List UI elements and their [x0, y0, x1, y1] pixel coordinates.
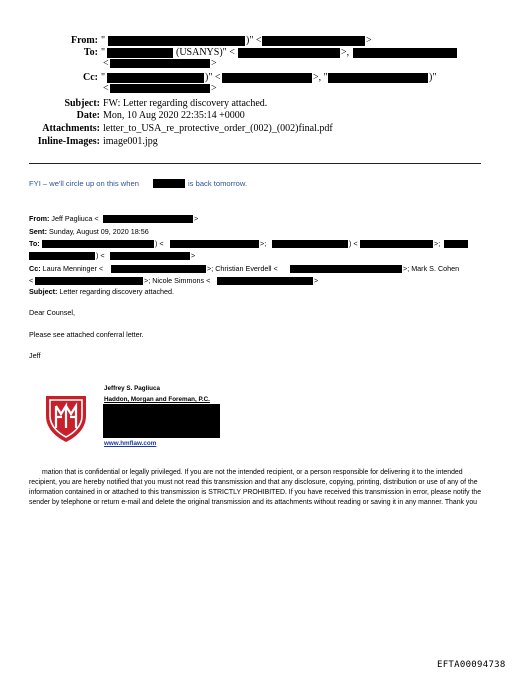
signature-name: Jeffrey S. Pagliuca: [104, 385, 160, 392]
from-label: From:: [70, 35, 98, 46]
redaction-block: [353, 48, 457, 58]
fwd-sent-label: Sent:: [29, 227, 47, 236]
redaction-block: [110, 252, 190, 260]
cc-line2-open: <: [103, 83, 109, 94]
cc-end: )": [429, 72, 437, 83]
to-line2-close: >: [211, 58, 217, 69]
confidentiality-disclaimer: mation that is confidential or legally privileged. If you are not the intended recipient, or a person responsible for delivering it to the intended recipient, you are hereby notified that you must not read this transmission and that any disclosure, copying, printing, distribution or use of any of the information contained in or attached to this transmission is STRICTLY PROHIBITED. If you have received this transmission in error, please notify the sender by telephone or return e-mail and delete the original transmission and its attachments without reading or saving it in any manner. Thank you: [29, 469, 482, 506]
redaction-block: [272, 240, 348, 248]
redaction-block: [108, 36, 245, 46]
fwd-to-frag4: >;: [434, 239, 441, 248]
redaction-block: [328, 73, 428, 83]
fwd-cc-name1: Laura Menninger <: [42, 264, 104, 273]
fyi-line: [29, 179, 139, 188]
fwd-subject-label: Subject:: [29, 287, 58, 296]
fwd-to-frag1: ) <: [155, 239, 164, 248]
fwd-from-name: Jeff Pagliuca <: [51, 214, 99, 223]
redaction-block: [103, 404, 220, 438]
redaction-block: [110, 84, 210, 93]
fwd-cc-label: Cc:: [29, 264, 41, 273]
fwd-cc-l2-frag: >; Nicole Simmons <: [144, 276, 211, 285]
firm-website-link[interactable]: www.hmflaw.com: [104, 440, 157, 447]
shield-logo-icon: [40, 392, 92, 444]
to-close: >,: [341, 47, 350, 58]
fwd-cc-l2-open: <: [29, 276, 34, 285]
signature-firm: Haddon, Morgan and Foreman, P.C.: [104, 396, 210, 403]
to-org: (USANYS)" <: [176, 47, 235, 58]
letter-body: Please see attached conferral letter.: [29, 330, 144, 339]
subject-label: Subject:: [64, 98, 100, 109]
fwd-cc-l2-close: >: [314, 276, 319, 285]
redaction-block: [42, 240, 154, 248]
redaction-block: [222, 73, 312, 83]
fwd-subject-row: [29, 287, 174, 296]
inline-images-label: Inline-Images:: [37, 136, 100, 147]
fwd-cc-row: [29, 264, 103, 273]
date-value: Mon, 10 Aug 2020 22:35:14 +0000: [103, 110, 245, 121]
redaction-block: [444, 240, 468, 248]
cc-label: Cc:: [83, 72, 98, 83]
fwd-to-frag3: ) <: [349, 239, 358, 248]
signoff: Jeff: [29, 351, 41, 360]
redaction-block: [103, 215, 193, 223]
fwd-to-label: To:: [29, 239, 40, 248]
fwd-subject-value: Letter regarding discovery attached.: [59, 287, 175, 296]
redaction-block: [29, 252, 95, 260]
bates-number: EFTA00094738: [437, 660, 506, 670]
fyi-text-after: is back tomorrow.: [188, 179, 248, 188]
attachment-file[interactable]: letter_to_USA_re_protective_order_(002)_(002)final.pdf: [103, 123, 333, 134]
fwd-to-l2-frag1: ) <: [96, 251, 105, 260]
redaction-block: [262, 36, 365, 46]
from-close: >: [366, 35, 372, 46]
fwd-from-close: >: [194, 214, 199, 223]
fwd-to-frag2: >;: [260, 239, 267, 248]
redaction-block: [107, 48, 173, 58]
fwd-sent-value: Sunday, August 09, 2020 18:56: [48, 227, 149, 236]
fwd-from-label: From:: [29, 214, 50, 223]
redaction-block: [360, 240, 433, 248]
date-label: Date:: [76, 110, 100, 121]
subject-value: FW: Letter regarding discovery attached.: [103, 98, 268, 109]
to-line2-open: <: [103, 58, 109, 69]
redaction-block: [110, 59, 210, 68]
fwd-sent-row: [29, 227, 149, 236]
header-divider: [29, 163, 481, 164]
from-mid: )" <: [246, 35, 262, 46]
redaction-block: [290, 265, 402, 273]
cc-line2-close: >: [211, 83, 217, 94]
fwd-from-row: [29, 214, 99, 223]
cc-sep: >, ": [313, 72, 328, 83]
to-label: To:: [83, 47, 98, 58]
redaction-block: [107, 73, 204, 83]
redaction-block: [153, 179, 185, 188]
cc-mid: )" <: [205, 72, 221, 83]
redaction-block: [238, 48, 340, 58]
fyi-text-before: FYI – we'll circle up on this when: [29, 179, 139, 188]
redaction-block: [111, 265, 206, 273]
redaction-block: [217, 277, 313, 285]
to-quote: ": [101, 47, 106, 58]
fyi-line-end: [188, 179, 247, 188]
from-quote: ": [101, 35, 106, 46]
fwd-cc-frag1: >; Christian Everdell <: [207, 264, 278, 273]
firm-logo: [40, 392, 92, 444]
greeting: Dear Counsel,: [29, 308, 75, 317]
inline-image-file[interactable]: image001.jpg: [103, 136, 158, 147]
redaction-block: [170, 240, 259, 248]
cc-quote: ": [101, 72, 106, 83]
redaction-block: [35, 277, 143, 285]
attachments-label: Attachments:: [42, 123, 100, 134]
fwd-cc-frag2: >; Mark S. Cohen: [403, 264, 460, 273]
fwd-to-l2-frag2: >: [191, 251, 196, 260]
